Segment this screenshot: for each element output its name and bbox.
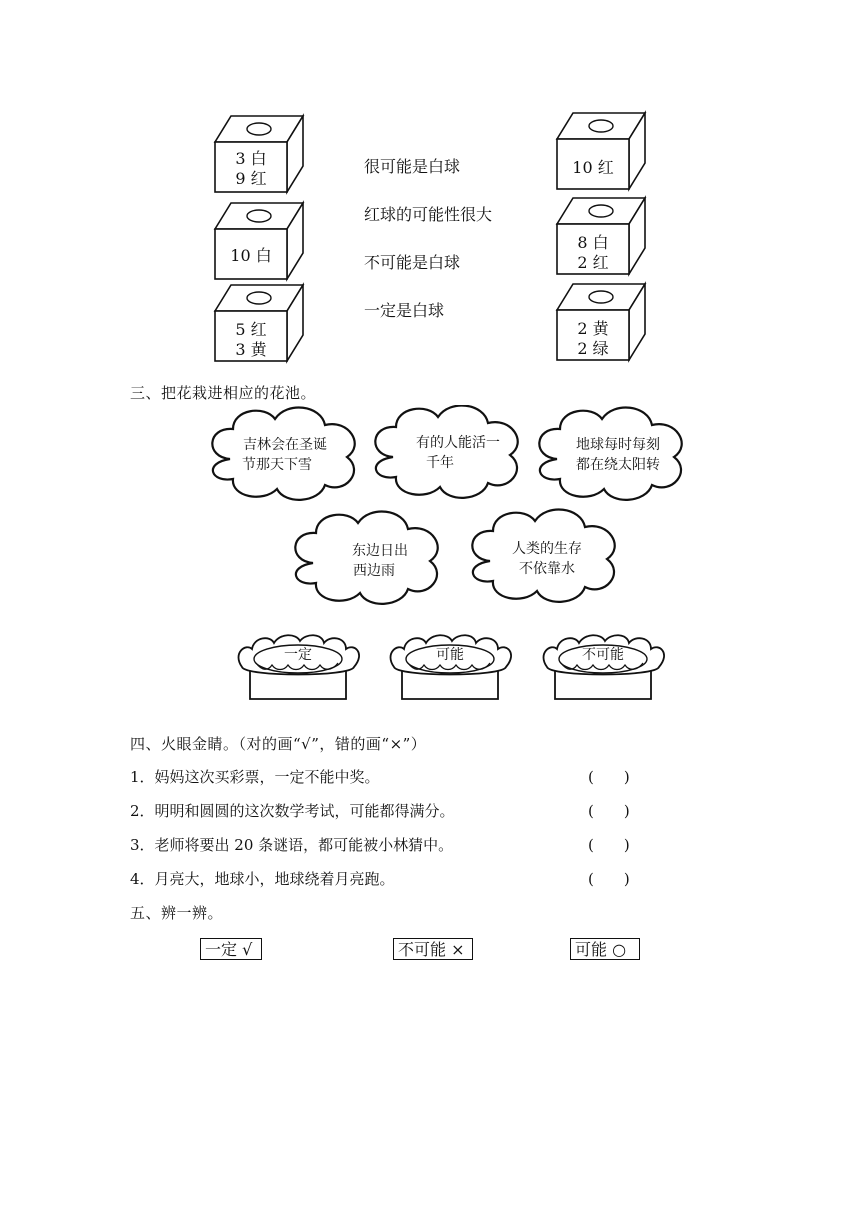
left-box-1-line-1: 3 白 <box>235 149 267 168</box>
cloud-2-line-1: 有的人能活一 <box>416 435 500 451</box>
legend-possible: 可能 ○ <box>570 938 640 960</box>
left-box-3-line-1: 5 红 <box>235 320 267 339</box>
pool-1[interactable] <box>239 635 360 699</box>
question-4: 4．月亮大，地球小，地球绕着月亮跑。 <box>130 870 395 888</box>
pool-3[interactable] <box>544 635 665 699</box>
statement-1: 很可能是白球 <box>364 157 461 176</box>
left-box-1-line-2: 9 红 <box>235 169 267 188</box>
right-box-1 <box>557 113 645 189</box>
cloud-5-line-2: 不依靠水 <box>519 561 575 577</box>
right-box-3-line-1: 2 黄 <box>577 319 609 338</box>
right-box-2-line-2: 2 红 <box>577 253 609 272</box>
legend-impossible: 不可能 × <box>393 938 473 960</box>
box-matching-figure <box>0 0 860 380</box>
cloud-3[interactable] <box>539 408 681 500</box>
question-3: 3．老师将要出 20 条谜语，都可能被小林猜中。 <box>130 836 454 854</box>
cloud-3-line-1: 地球每时每刻 <box>576 437 660 453</box>
answer-blank-2[interactable]: ( ) <box>588 802 630 820</box>
pool-2-label: 可能 <box>436 647 464 663</box>
cloud-2-line-2: 千年 <box>426 455 454 471</box>
statement-2: 红球的可能性很大 <box>364 205 493 224</box>
answer-blank-1[interactable]: ( ) <box>588 768 630 786</box>
flower-pool-figure <box>0 405 860 705</box>
section-5-title: 五、辨一辨。 <box>130 904 224 922</box>
right-box-3 <box>557 284 645 360</box>
question-2: 2．明明和圆圆的这次数学考试，可能都得满分。 <box>130 802 455 820</box>
cloud-4-line-1: 东边日出 <box>352 543 408 559</box>
answer-blank-4[interactable]: ( ) <box>588 870 630 888</box>
cloud-1[interactable] <box>212 408 354 500</box>
cloud-4-line-2: 西边雨 <box>353 563 395 579</box>
cloud-1-line-1: 吉林会在圣诞 <box>243 437 327 453</box>
cloud-3-line-2: 都在绕太阳转 <box>576 457 660 473</box>
pool-2[interactable] <box>391 635 512 699</box>
cloud-5[interactable] <box>472 510 614 602</box>
section-4-title: 四、火眼金睛。（对的画“√”，错的画“×”） <box>130 735 427 753</box>
right-box-3-line-2: 2 绿 <box>577 339 609 358</box>
section-3-title: 三、把花栽进相应的花池。 <box>130 384 317 402</box>
cloud-4[interactable] <box>295 512 437 604</box>
statement-4: 一定是白球 <box>364 301 445 320</box>
question-1: 1．妈妈这次买彩票，一定不能中奖。 <box>130 768 380 786</box>
right-box-2-line-1: 8 白 <box>577 233 609 252</box>
left-box-2 <box>215 203 303 279</box>
left-box-1 <box>215 116 303 192</box>
right-box-2 <box>557 198 645 274</box>
answer-blank-3[interactable]: ( ) <box>588 836 630 854</box>
pool-1-label: 一定 <box>284 647 312 663</box>
pool-3-label: 不可能 <box>582 647 624 663</box>
statement-3: 不可能是白球 <box>364 253 461 272</box>
cloud-5-line-1: 人类的生存 <box>512 541 582 557</box>
cloud-1-line-2: 节那天下雪 <box>242 457 312 473</box>
left-box-3-line-2: 3 黄 <box>235 340 267 359</box>
cloud-2[interactable] <box>375 406 517 498</box>
legend-certain: 一定 √ <box>200 938 262 960</box>
left-box-3 <box>215 285 303 361</box>
left-box-2-line-1: 10 白 <box>230 246 272 265</box>
right-box-1-line-1: 10 红 <box>572 158 614 177</box>
